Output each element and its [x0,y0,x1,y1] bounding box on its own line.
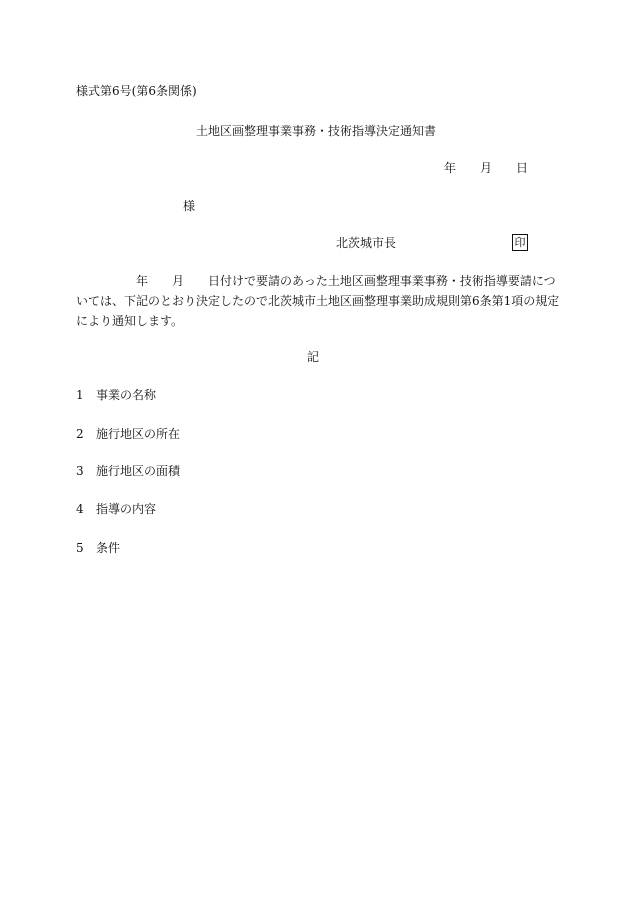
form-number: 様式第6号(第6条関係) [76,84,197,98]
item-number: 5 [76,541,84,555]
body-month-label: 月 [172,274,185,288]
addressee-suffix: 様 [183,199,196,213]
date-year-label: 年 [444,161,457,175]
list-item [76,427,180,442]
item-label: 施行地区の所在 [96,427,181,441]
body-line-1 [76,274,556,289]
item-label: 事業の名称 [96,388,157,402]
date-month-label: 月 [480,161,493,175]
issuer-name: 北茨城市長 [336,236,397,250]
item-label: 施行地区の面積 [96,464,181,478]
seal-mark: 印 [512,234,528,251]
date-line [444,161,528,176]
body-line-2: いては、下記のとおり決定したので北茨城市土地区画整理事業助成規則第6条第1項の規定 [76,294,560,308]
list-item [76,388,156,403]
ki-heading: 記 [307,350,320,364]
body-line-1-text: 日付けで要請のあった土地区画整理事業事務・技術指導要請につ [208,274,556,288]
item-number: 2 [76,427,84,441]
item-number: 3 [76,464,84,478]
document-title: 土地区画整理事業事務・技術指導決定通知書 [196,124,437,138]
date-day-label: 日 [516,161,529,175]
item-number: 1 [76,388,84,402]
item-label: 指導の内容 [96,502,157,516]
body-line-3: により通知します。 [76,314,184,328]
item-label: 条件 [96,541,121,555]
list-item [76,541,120,556]
list-item [76,464,180,479]
list-item [76,502,156,517]
body-year-label: 年 [136,274,149,288]
item-number: 4 [76,502,84,516]
